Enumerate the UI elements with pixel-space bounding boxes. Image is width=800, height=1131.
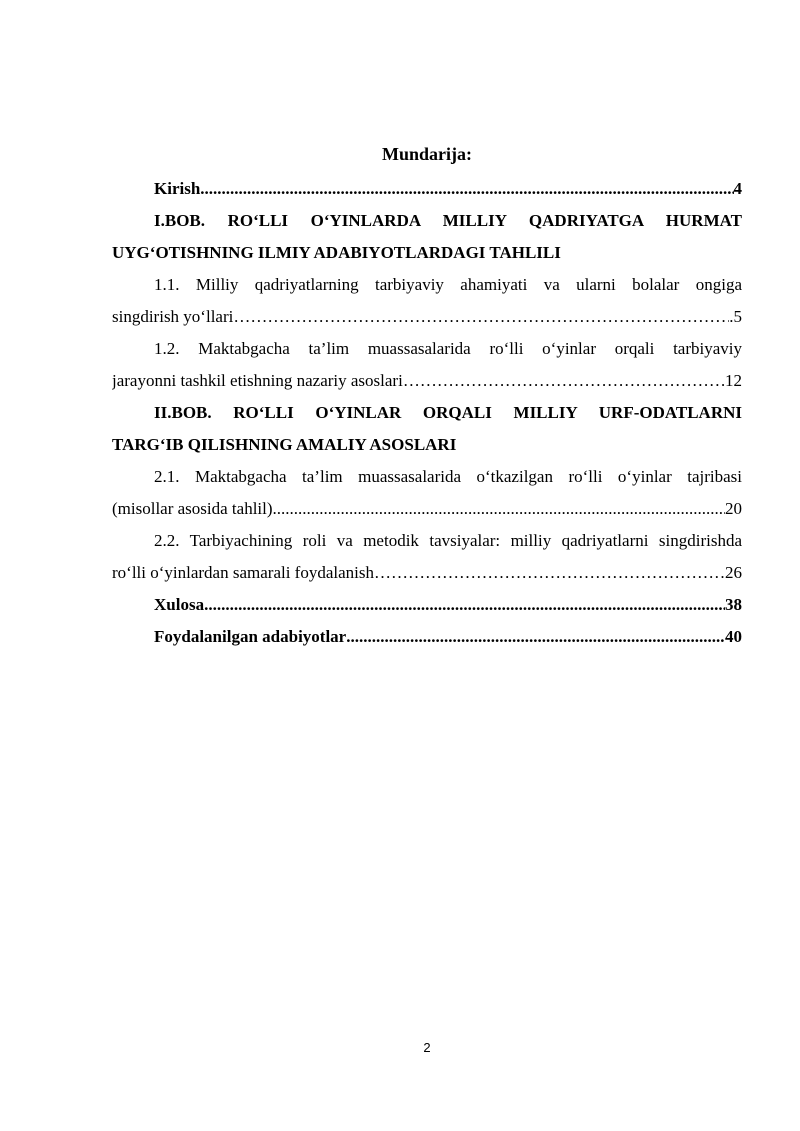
toc-entry-page: 26 xyxy=(725,563,742,582)
toc-entry-title: Kirish xyxy=(154,179,201,198)
dot-leader xyxy=(233,301,729,333)
page-number: 2 xyxy=(423,1040,431,1055)
dot-leader xyxy=(374,557,725,589)
toc-entry-kirish[interactable] xyxy=(112,173,742,205)
dot-leader xyxy=(346,621,725,653)
dot-leader xyxy=(273,493,725,525)
toc-entry-chapter-2[interactable] xyxy=(112,397,742,461)
toc-entry-title-line1: II.BOB. RO‘LLI O‘YINLAR ORQALI MILLIY URF-ODATLARNI xyxy=(154,403,742,422)
toc-entry-title-line2: ro‘lli o‘yinlardan samarali foydalanish xyxy=(112,563,374,582)
toc-entry-page: 38 xyxy=(725,595,742,614)
toc-entry-adabiyotlar[interactable] xyxy=(112,621,742,653)
toc-entry-page: 12 xyxy=(725,371,742,390)
toc-entry-section-1-2[interactable] xyxy=(112,333,742,397)
toc-entry-title-line1: 1.1. Milliy qadriyatlarning tarbiyaviy ahamiyati va ularni bolalar ongiga xyxy=(154,275,742,294)
toc-entry-title: Xulosa xyxy=(154,595,205,614)
toc-entry-page: 20 xyxy=(725,499,742,518)
toc-entry-title-line1: 2.2. Tarbiyachining roli va metodik tavsiyalar: milliy qadriyatlarni singdirishda xyxy=(154,531,742,550)
toc-entry-title-line2: UYG‘OTISHNING ILMIY ADABIYOTLARDAGI TAHLILI xyxy=(112,243,561,262)
toc-entry-title: Foydalanilgan adabiyotlar xyxy=(154,627,347,646)
dot-leader xyxy=(204,589,725,621)
toc-entry-section-1-1[interactable] xyxy=(112,269,742,333)
toc-entry-chapter-1[interactable] xyxy=(112,205,742,269)
toc-title: Mundarija: xyxy=(382,144,472,164)
toc-entry-section-2-1[interactable] xyxy=(112,461,742,525)
toc-entry-page: 40 xyxy=(725,627,742,646)
toc-entry-page: 4 xyxy=(733,179,742,198)
toc-entry-section-2-2[interactable] xyxy=(112,525,742,589)
document-page xyxy=(112,0,742,1131)
toc-entry-title-line2: (misollar asosida tahlil) xyxy=(112,499,273,518)
toc-entry-title-line2: TARG‘IB QILISHNING AMALIY ASOSLARI xyxy=(112,435,457,454)
toc-entry-page: .5 xyxy=(729,307,742,326)
toc-entry-title-line1: 1.2. Maktabgacha ta’lim muassasalarida ro‘lli o‘yinlar orqali tarbiyaviy xyxy=(154,339,742,358)
dot-leader xyxy=(403,365,725,397)
toc-entry-title-line1: I.BOB. RO‘LLI O‘YINLARDA MILLIY QADRIYATGA HURMAT xyxy=(154,211,742,230)
toc-entry-title-line1: 2.1. Maktabgacha ta’lim muassasalarida o‘tkazilgan ro‘lli o‘yinlar tajribasi xyxy=(154,467,742,486)
table-of-contents xyxy=(112,173,742,653)
toc-entry-xulosa[interactable] xyxy=(112,589,742,621)
toc-entry-title-line2: jarayonni tashkil etishning nazariy asoslari xyxy=(112,371,403,390)
dot-leader xyxy=(200,173,733,205)
toc-entry-title-line2: singdirish yo‘llari xyxy=(112,307,234,326)
